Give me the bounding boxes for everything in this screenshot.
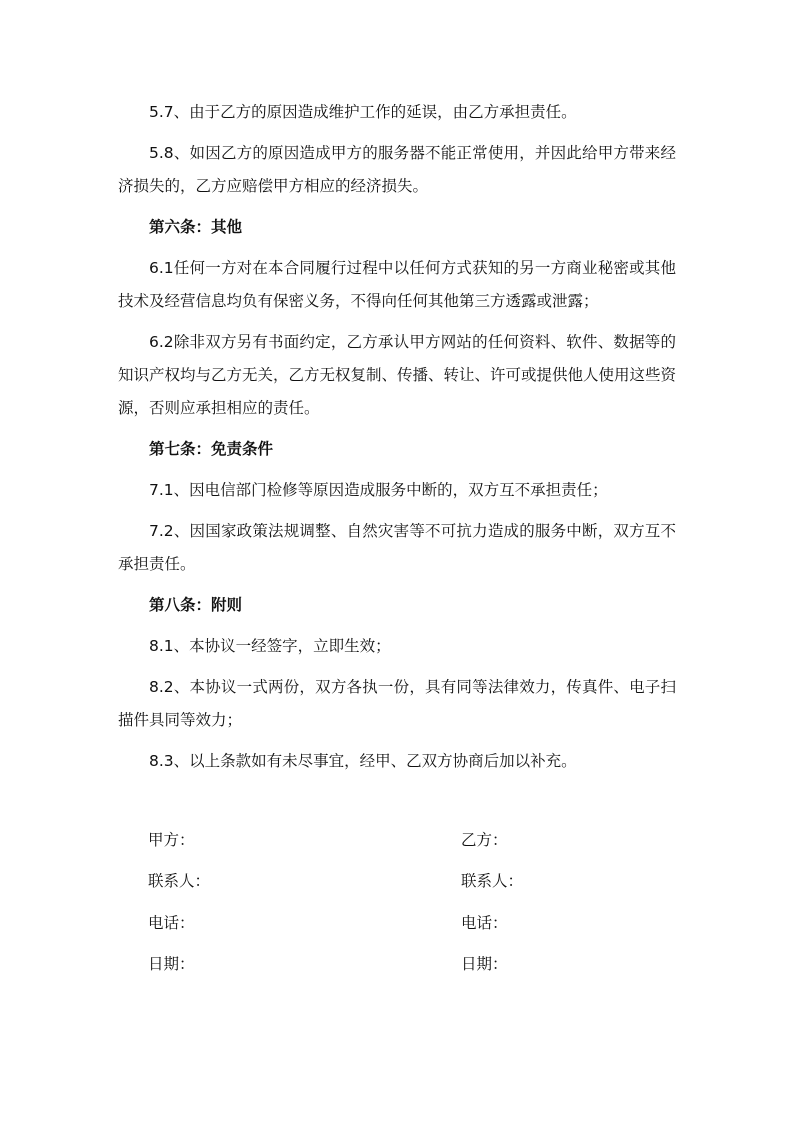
clause-7-1: 7.1、因电信部门检修等原因造成服务中断的，双方互不承担责任；	[149, 481, 608, 499]
clause-5-8: 5.8、如因乙方的原因造成甲方的服务器不能正常使用，并因此给甲方带来经济损失的，乙方应赔偿甲方相应的经济损失。	[118, 144, 676, 195]
party-b-date-label: 日期：	[461, 955, 508, 974]
party-b-phone-label: 电话：	[461, 913, 508, 932]
signature-block	[148, 818, 588, 984]
clause-7-2: 7.2、因国家政策法规调整、自然灾害等不可抗力造成的服务中断，双方互不承担责任。	[118, 522, 676, 573]
clause-8-3: 8.3、以上条款如有未尽事宜，经甲、乙双方协商后加以补充。	[149, 752, 577, 770]
party-a-label: 甲方：	[148, 830, 195, 849]
article-8-heading: 第八条：附则	[149, 596, 243, 614]
contract-body	[118, 96, 676, 786]
article-7-heading: 第七条：免责条件	[149, 440, 274, 458]
party-b-label: 乙方：	[461, 830, 508, 849]
clause-8-1: 8.1、本协议一经签字，立即生效；	[149, 637, 391, 655]
clause-5-7: 5.7、由于乙方的原因造成维护工作的延误，由乙方承担责任。	[149, 103, 577, 121]
signature-row-date	[148, 943, 588, 985]
party-b-contact-label: 联系人：	[461, 872, 524, 891]
signature-row-contact	[148, 860, 588, 902]
signature-row-party	[148, 818, 588, 860]
party-a-date-label: 日期：	[148, 955, 195, 974]
signature-row-phone	[148, 901, 588, 943]
article-6-heading: 第六条：其他	[149, 218, 243, 236]
clause-6-2: 6.2除非双方另有书面约定，乙方承认甲方网站的任何资料、软件、数据等的知识产权均与乙方无关，乙方无权复制、传播、转让、许可或提供他人使用这些资源，否则应承担相应的责任。	[118, 333, 677, 417]
party-a-phone-label: 电话：	[148, 913, 195, 932]
clause-6-1: 6.1任何一方对在本合同履行过程中以任何方式获知的另一方商业秘密或其他技术及经营信息均负有保密义务，不得向任何其他第三方透露或泄露；	[118, 259, 676, 310]
clause-8-2: 8.2、本协议一式两份，双方各执一份，具有同等法律效力，传真件、电子扫描件具同等效力；	[118, 678, 676, 729]
party-a-contact-label: 联系人：	[148, 872, 211, 891]
